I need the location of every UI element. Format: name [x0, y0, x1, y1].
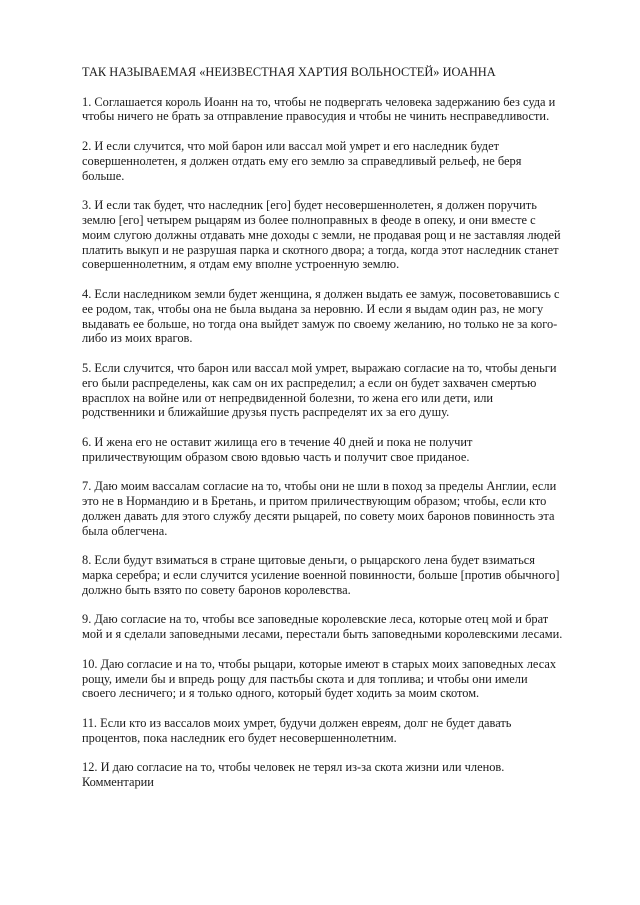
- text-line: 9. Даю согласие на то, чтобы все заповедные королевские леса, которые отец мой и брат: [82, 612, 549, 627]
- text-line: приличествующим образом свою вдовью часть и получит свое приданое.: [82, 449, 470, 464]
- text-line: своего лесничего; и я только одного, который будет ходить за моим скотом.: [82, 686, 480, 701]
- text-line: больше.: [82, 168, 125, 183]
- text-line: моим слугою должны отдавать мне доходы с земли, не продавая рощ и не заставляя людей: [82, 227, 561, 242]
- text-line: это не в Нормандию и в Бретань, и притом приличествующим образом; чтобы, если кто: [82, 494, 547, 509]
- text-line: землю [его] четырем рыцарям из более полноправных в феоде в опеку, и они вместе с: [82, 212, 536, 227]
- paragraph-1: [82, 95, 602, 125]
- text-line: 5. Если случится, что барон или вассал мой умрет, выражаю согласие на то, чтобы деньги: [82, 360, 557, 375]
- text-line: 4. Если наследником земли будет женщина, я должен выдать ее замуж, посоветовавшись с: [82, 286, 560, 301]
- text-line: 8. Если будут взиматься в стране щитовые деньги, о рыцарского лена будет взиматься: [82, 553, 535, 568]
- text-line: родственники и ближайшие друзья пусть распределят их за его душу.: [82, 405, 450, 420]
- text-line: мой и я сделали заповедными лесами, перестали быть заповедными королевскими лесами.: [82, 627, 563, 642]
- text-line: его были распределены, как сам он их распределил; а если он будет захвачен смертью: [82, 375, 537, 390]
- text-line: должен давать для этого службу десяти рыцарей, по совету моих баронов повинность эта: [82, 508, 555, 523]
- paragraph-11: [82, 716, 602, 746]
- text-line: марка серебра; и если случится усиление военной повинности, больше [против обычного]: [82, 568, 560, 583]
- text-line: 10. Даю согласие и на то, чтобы рыцари, которые имеют в старых моих заповедных лесах: [82, 656, 557, 671]
- text-line: выдавать ее больше, но тогда она выйдет замуж по своему желанию, но только не за кого-: [82, 316, 558, 331]
- text-line: 7. Даю моим вассалам согласие на то, чтобы они не шли в поход за пределы Англии, если: [82, 479, 557, 494]
- text-line: 6. И жена его не оставит жилища его в течение 40 дней и пока не получит: [82, 434, 473, 449]
- paragraph-3: [82, 198, 602, 272]
- text-line: 1. Соглашается король Иоанн на то, чтобы не подвергать человека задержанию без суда и: [82, 94, 556, 109]
- text-line: чтобы ничего не брать за отправление правосудия и чтобы не чинить несправедливости.: [82, 109, 550, 124]
- text-line: совершеннолетен, я должен отдать ему его землю за справедливый рельеф, не беря: [82, 153, 522, 168]
- paragraph-12: [82, 760, 602, 790]
- paragraph-10: [82, 657, 602, 701]
- document-title: ТАК НАЗЫВАЕМАЯ «НЕИЗВЕСТНАЯ ХАРТИЯ ВОЛЬНОСТЕЙ» ИОАННА: [82, 65, 496, 79]
- text-line: ее родом, так, чтобы она не была выдана за неровню. И если я выдам один раз, не могу: [82, 301, 544, 316]
- paragraph-6: [82, 435, 602, 465]
- text-line: совершеннолетним, я отдам ему вполне устроенную землю.: [82, 257, 400, 272]
- text-line: 11. Если кто из вассалов моих умрет, будучи должен евреям, долг не будет давать: [82, 716, 512, 731]
- text-line: платить выкуп и не разрушая парка и скотного двора; а тогда, когда этот наследник станет: [82, 242, 559, 257]
- text-line: рощу, имели бы и впредь рощу для пастьбы скота и для топлива; и чтобы они имели: [82, 671, 528, 686]
- paragraph-9: [82, 612, 602, 642]
- text-line: 2. И если случится, что мой барон или вассал мой умрет и его наследник будет: [82, 138, 500, 153]
- paragraph-5: [82, 361, 602, 420]
- paragraph-2: [82, 139, 602, 183]
- text-line: 3. И если так будет, что наследник [его] будет несовершеннолетен, я должен поручить: [82, 198, 537, 213]
- text-line: 12. И даю согласие на то, чтобы человек не терял из-за скота жизни или членов.: [82, 760, 505, 775]
- paragraph-7: [82, 479, 602, 538]
- text-line: процентов, пока наследник его будет несовершеннолетним.: [82, 730, 397, 745]
- text-line: либо из моих врагов.: [82, 331, 193, 346]
- text-line: должно быть взято по совету баронов королевства.: [82, 582, 351, 597]
- text-line: была облегчена.: [82, 523, 168, 538]
- paragraph-8: [82, 553, 602, 597]
- text-line: Комментарии: [82, 775, 154, 790]
- text-line: врасплох на войне или от непредвиденной болезни, то жена его или дети, или: [82, 390, 494, 405]
- document-page: [82, 65, 602, 805]
- document-body: [82, 95, 602, 790]
- paragraph-4: [82, 287, 602, 346]
